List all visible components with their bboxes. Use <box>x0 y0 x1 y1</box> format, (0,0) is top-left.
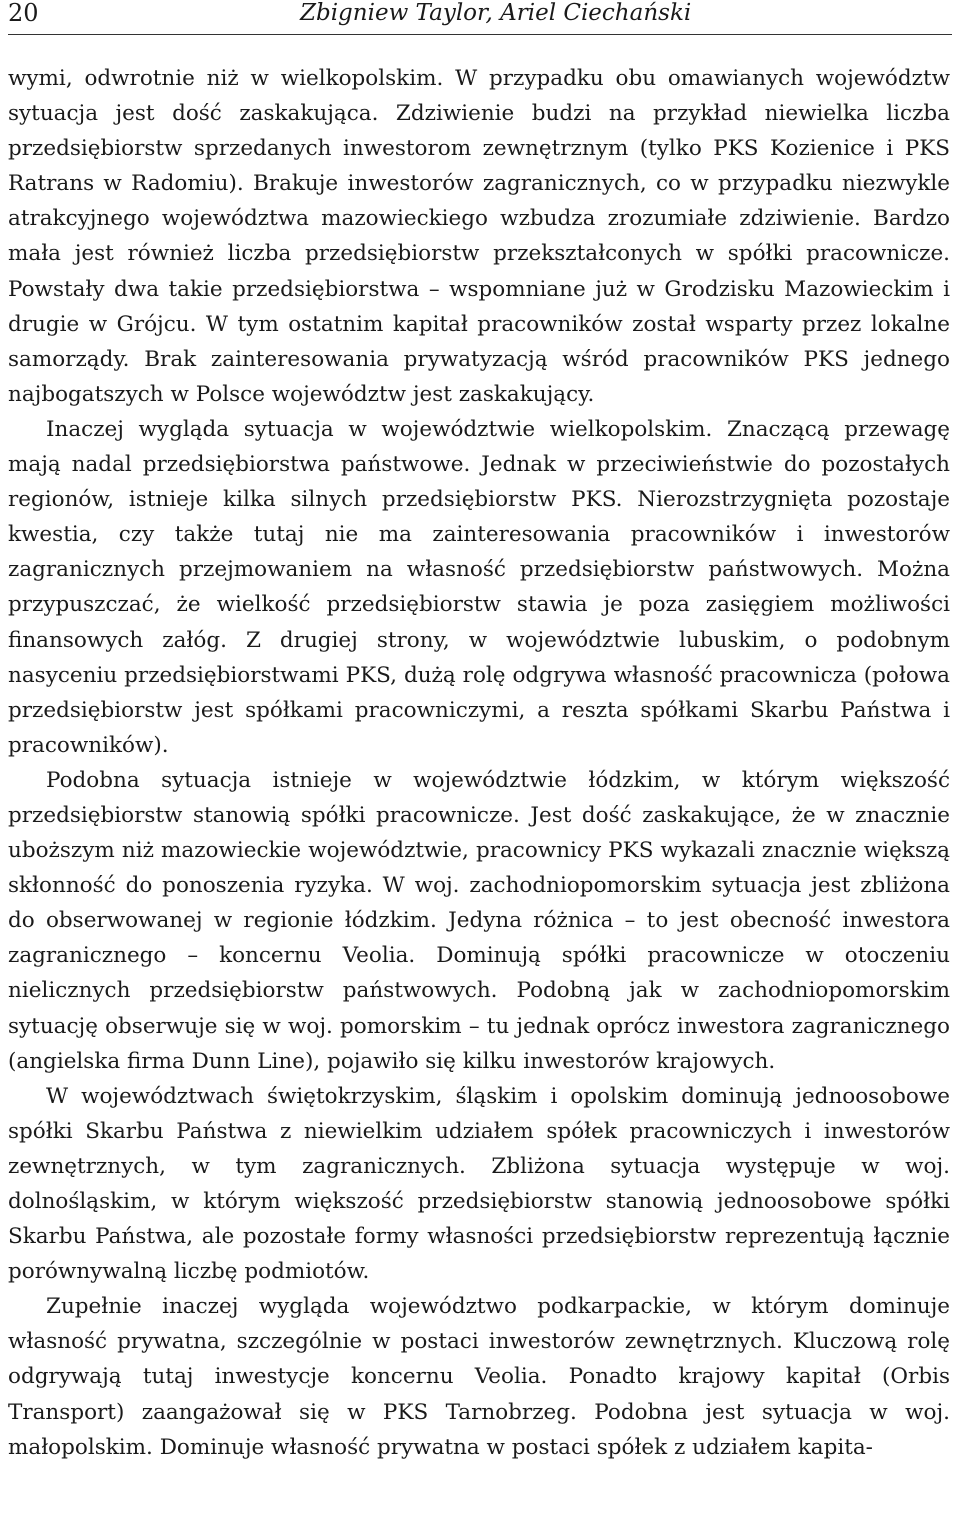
paragraph-1: wymi, odwrotnie niż w wielkopolskim. W przypadku obu omawianych województw sytuacja jest dość zaskakująca. Zdziwienie budzi na przykład niewielka liczba przedsiębiorstw sprzedanych inwestorom zewnętrznym (tylko PKS Kozienice i PKS Ratrans w Radomiu). Brakuje inwestorów zagranicznych, co w przypadku niezwykle atrakcyjnego województwa mazowieckiego wzbudza zrozumiałe zdziwienie. Bardzo mała jest również liczba przedsiębiorstw przekształconych w spółki pracownicze. Powstały dwa takie przedsiębiorstwa – wspomniane już w Grodzisku Mazowieckim i drugie w Grójcu. W tym ostatnim kapitał pracowników został wsparty przez lokalne samorządy. Brak zainteresowania prywatyzacją wśród pracowników PKS jednego najbogatszych w Polsce województw jest zaskakujący. <box>8 66 950 407</box>
running-header <box>8 0 952 35</box>
body-text <box>8 61 950 1465</box>
paragraph-5: Zupełnie inaczej wygląda województwo podkarpackie, w którym dominuje własność prywatna, szczególnie w postaci inwestorów zewnętrznych. Kluczową rolę odgrywają tutaj inwestycje koncernu Veolia. Ponadto krajowy kapitał (Orbis Transport) zaangażował się w PKS Tarnobrzeg. Podobna jest sytuacja w woj. małopolskim. Dominuje własność prywatna w postaci spółek z udziałem kapita- <box>8 1294 950 1460</box>
paragraph-2: Inaczej wygląda sytuacja w województwie wielkopolskim. Znaczącą przewagę mają nadal przedsiębiorstwa państwowe. Jednak w przeciwieństwie do pozostałych regionów, istnieje kilka silnych przedsiębiorstw PKS. Nierozstrzygnięta pozostaje kwestia, czy także tutaj nie ma zainteresowania pracowników i inwestorów zagranicznych przejmowaniem na własność przedsiębiorstw państwowych. Można przypuszczać, że wielkość przedsiębiorstw stawia je poza zasięgiem możliwości finansowych załóg. Z drugiej strony, w województwie lubuskim, o podobnym nasyceniu przedsiębiorstwami PKS, dużą rolę odgrywa własność pracownicza (połowa przedsiębiorstw jest spółkami pracowniczymi, a reszta spółkami Skarbu Państwa i pracowników). <box>8 416 950 758</box>
paragraph-4: W województwach świętokrzyskim, śląskim i opolskim dominują jednoosobowe spółki Skarbu Państwa z niewielkim udziałem spółek pracowniczych i inwestorów zewnętrznych, w tym zagranicznych. Zbliżona sytuacja występuje w woj. dolnośląskim, w którym większość przedsiębiorstw stanowią jednoosobowe spółki Skarbu Państwa, ale pozostałe formy własności przedsiębiorstw reprezentują łącznie porównywalną liczbę podmiotów. <box>8 1083 950 1285</box>
paragraph-3: Podobna sytuacja istnieje w województwie łódzkim, w którym większość przedsiębiorstw stanowią spółki pracownicze. Jest dość zaskakujące, że w znacznie uboższym niż mazowieckie województwie, pracownicy PKS wykazali znacznie większą skłonność do ponoszenia ryzyka. W woj. zachodniopomorskim sytuacja jest zbliżona do obserwowanej w regionie łódzkim. Jedyna różnica – to jest obecność inwestora zagranicznego – koncernu Veolia. Dominują spółki pracownicze w otoczeniu nielicznych przedsiębiorstw państwowych. Podobną jak w zachodniopomorskim sytuację obserwuje się w woj. pomorskim – tu jednak oprócz inwestora zagranicznego (angielska firma Dunn Line), pojawiło się kilku inwestorów krajowych. <box>8 767 950 1074</box>
header-authors: Zbigniew Taylor, Ariel Ciechański <box>300 0 692 26</box>
page-number: 20 <box>8 0 39 27</box>
